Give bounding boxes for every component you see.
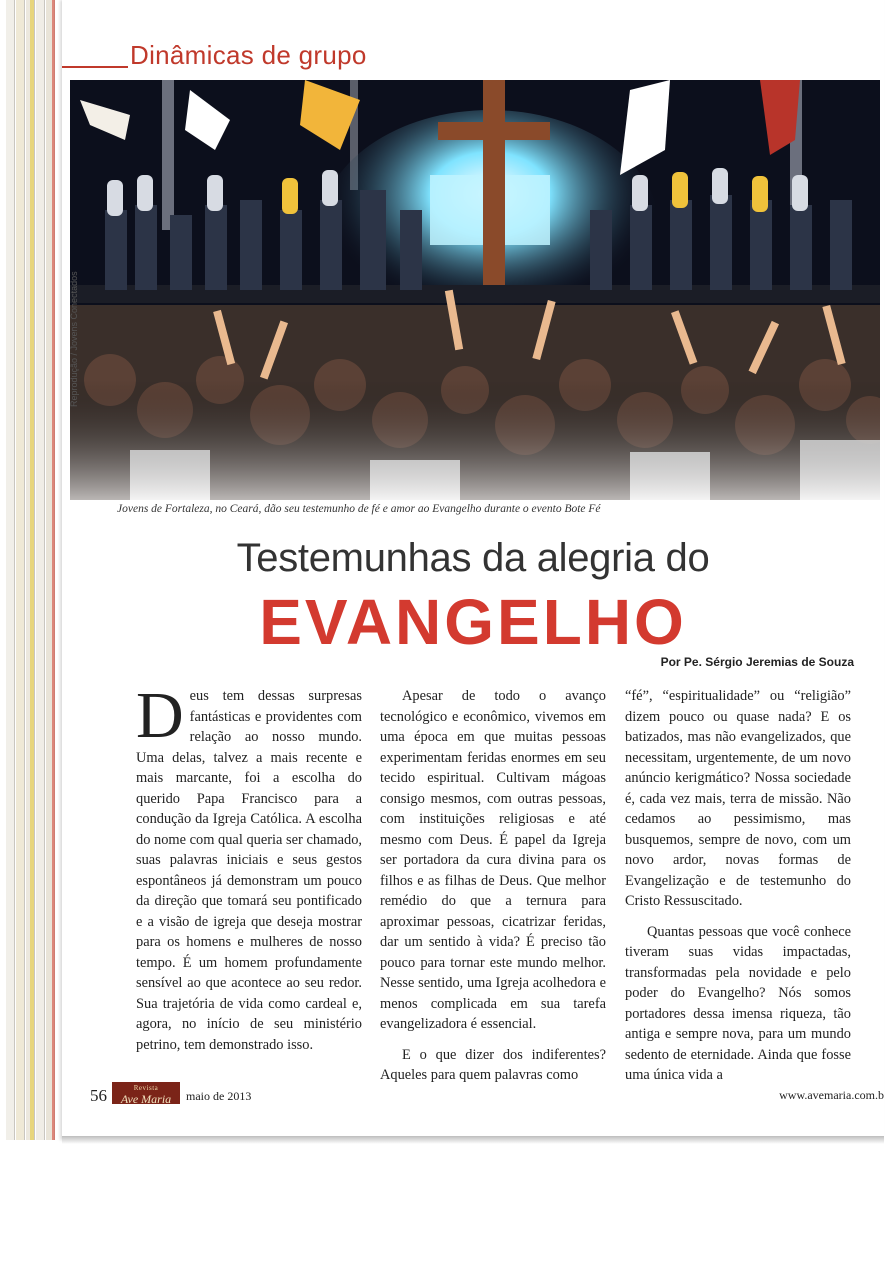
- article-paragraph: E o que dizer dos indiferentes? Aqueles para quem palavras como: [380, 1046, 606, 1083]
- magazine-logo-name: Ave Maria: [120, 1092, 172, 1106]
- page-bottom-shadow: [62, 1136, 884, 1144]
- page-number: 56: [90, 1086, 107, 1105]
- byline: Por Pe. Sérgio Jeremias de Souza: [660, 655, 854, 669]
- article-paragraph: “fé”, “espiritualidade” ou “religião” dizem pouco ou quase nada? E os batizados, mas não evangelizados, que necessitam, urgentemente, de um novo anúncio kerigmático? Nossa sociedade é, cada vez mais, terra de missão. Não cedamos ao pessimismo, mas busquemos, sempre de novo, com um novo ardor, novas formas de Evangelização e de testemunho do Cristo Ressuscitado.: [625, 688, 851, 909]
- website-url: www.avemaria.com.b: [779, 1088, 884, 1102]
- event-photo: [70, 80, 880, 500]
- headline-line-1: Testemunhas da alegria do: [236, 536, 710, 580]
- article-column-2: [380, 686, 606, 1096]
- section-title: Dinâmicas de grupo: [130, 40, 367, 70]
- event-photo-illustration: [70, 80, 880, 500]
- section-rule: [62, 66, 128, 68]
- issue-date: maio de 2013: [186, 1089, 252, 1103]
- magazine-page: [62, 0, 884, 1140]
- photo-caption: Jovens de Fortaleza, no Ceará, dão seu testemunho de fé e amor ao Evangelho durante o evento Bote Fé: [117, 503, 601, 515]
- stacked-page-edges: [0, 0, 62, 1140]
- magazine-logo-small-text: Revista: [133, 1084, 159, 1092]
- article-paragraph: Quantas pessoas que você conhece tiveram suas vidas impactadas, transformadas pela novidade e pelo poder do Evangelho? Nós somos portadores dessa imensa riqueza, tão antiga e sempre nova, para um mundo sedento de eternidade. Ainda que fosse uma única vida a: [625, 923, 851, 1083]
- drop-cap: D: [136, 679, 184, 752]
- photo-credit: Reprodução / Jovens Conectados: [69, 271, 79, 407]
- article-column-3: [625, 686, 851, 1096]
- article-paragraph: Apesar de todo o avanço tecnológico e econômico, vivemos em uma época em que muitas pessoas experimentam feridas enormes em seu tecido espiritual. Cultivam mágoas consigo mesmos, com outras pessoas, com instituições religiosas e até mesmo com Deus. É papel da Igreja ser portadora da cura divina para os filhos e as filhas de Deus. Que melhor remédio do que a ternura para aproximar pessoas, cicatrizar feridas, dar um sentido à vida? É preciso tão pouco para tornar este mundo melhor. Nesse sentido, uma Igreja acolhedora e menos complicada em sua tarefa evangelizadora é essencial.: [380, 688, 606, 1032]
- article-paragraph: [136, 679, 362, 1055]
- headline-line-2: EVANGELHO: [259, 586, 687, 658]
- magazine-logo: [112, 1082, 180, 1104]
- paragraph-text: eus tem dessas surpresas fantásticas e providentes com relação ao nosso mundo. Uma delas, talvez a mais recente e mais marcante, foi a escolha do querido Papa Francisco para a condução da Igreja Católica. A escolha do nome com qual queria ser chamado, suas palavras iniciais e seus gestos espontâneos já demonstram um pouco da direção que tomará seu pontificado e a visão de igreja que deseja mostrar para os homens e mulheres de nosso tempo. É um homem profundamente sensível ao que acontece ao seu redor. Sua trajetória de vida como cardeal e, agora, no início de seu ministério petrino, tem demonstrado isso.: [136, 688, 362, 1053]
- article-column-1: [136, 679, 362, 1065]
